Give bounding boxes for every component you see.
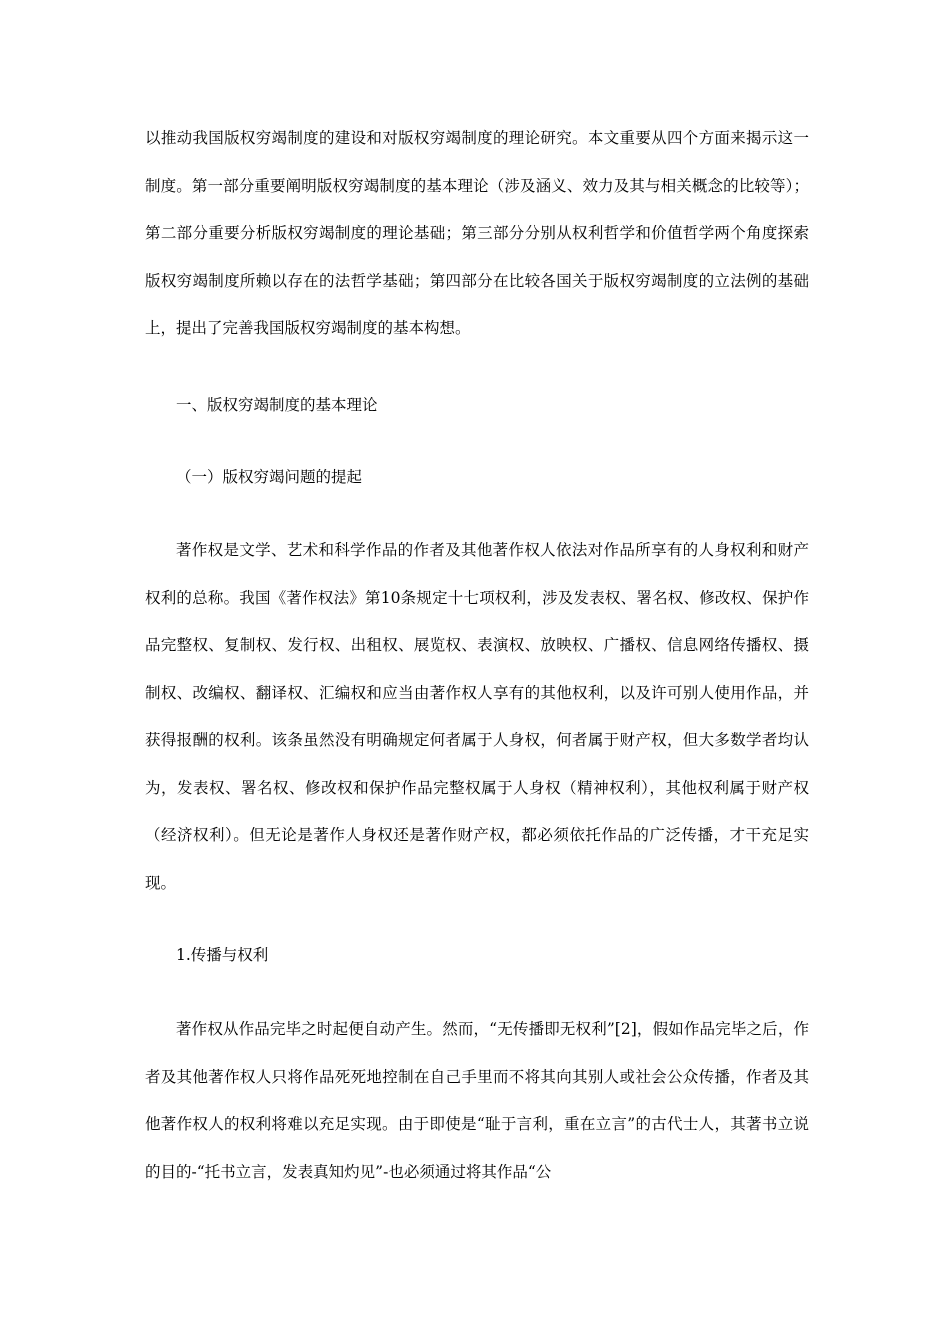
subsection-heading: （一）版权穷竭问题的提起	[176, 468, 363, 486]
body-paragraph-dissemination: 著作权从作品完毕之时起便自动产生。然而，“无传播即无权利”[2]，假如作品完毕之后，作者及其他著作权人只将作品死死地控制在自己手里而不将其向其别人或社会公众传播，作者及其他著作权人的权利将难以充足实现。由于即使是“耻于言利，重在立言”的古代士人，其著书立说的目的-“托书立言，发表真知灼见”-也必须通过将其作品“公	[145, 1020, 809, 1181]
point-heading: 1.传播与权利	[176, 946, 269, 964]
body-paragraph-copyright-definition: 著作权是文学、艺术和科学作品的作者及其他著作权人依法对作品所享有的人身权利和财产权利的总称。我国《著作权法》第10条规定十七项权利，涉及发表权、署名权、修改权、保护作品完整权、复制权、发行权、出租权、展览权、表演权、放映权、广播权、信息网络传播权、摄制权、改编权、翻译权、汇编权和应当由著作权人享有的其他权利，以及许可别人使用作品，并获得报酬的权利。该条虽然没有明确规定何者属于人身权，何者属于财产权，但大多数学者均认为，发表权、署名权、修改权和保护作品完整权属于人身权（精神权利），其他权利属于财产权（经济权利）。但无论是著作人身权还是著作财产权，都必须依托作品的广泛传播，才干充足实现。	[145, 541, 809, 892]
section-heading: 一、版权穷竭制度的基本理论	[176, 396, 378, 414]
intro-paragraph: 以推动我国版权穷竭制度的建设和对版权穷竭制度的理论研究。本文重要从四个方面来揭示这一制度。第一部分重要阐明版权穷竭制度的基本理论（涉及涵义、效力及其与相关概念的比较等）；第二部分重要分析版权穷竭制度的理论基础；第三部分分别从权利哲学和价值哲学两个角度探索版权穷竭制度所赖以存在的法哲学基础；第四部分在比较各国关于版权穷竭制度的立法例的基础上，提出了完善我国版权穷竭制度的基本构想。	[145, 129, 809, 337]
